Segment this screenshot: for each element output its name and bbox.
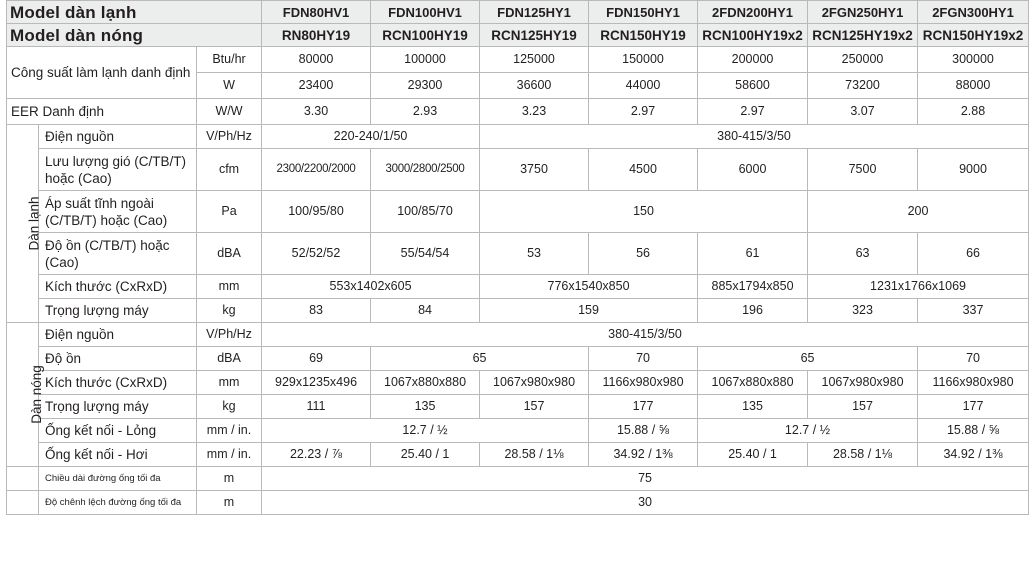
value-cell: 2.93	[371, 99, 480, 125]
outdoor-model: RN80HY19	[262, 24, 371, 47]
outdoor-weight-row	[7, 395, 1029, 419]
value-cell: 15.88 / ⅝	[918, 419, 1029, 443]
value-cell: 25.40 / 1	[698, 443, 808, 467]
row-label: Điện nguồn	[39, 125, 197, 149]
unit-cell: dBA	[197, 347, 262, 371]
value-cell: 83	[262, 299, 371, 323]
row-label: Chiều dài đường ống tối đa	[39, 467, 197, 491]
outdoor-model: RCN150HY19x2	[918, 24, 1029, 47]
value-cell: 69	[262, 347, 371, 371]
blank-cell	[7, 491, 39, 515]
indoor-weight-row	[7, 299, 1029, 323]
indoor-dimensions-row	[7, 275, 1029, 299]
value-cell: 300000	[918, 47, 1029, 73]
outdoor-noise-row	[7, 347, 1029, 371]
value-cell: 65	[371, 347, 589, 371]
value-cell: 100/95/80	[262, 191, 371, 233]
value-cell: 929x1235x496	[262, 371, 371, 395]
value-cell: 157	[480, 395, 589, 419]
value-cell: 100/85/70	[371, 191, 480, 233]
value-cell: 52/52/52	[262, 233, 371, 275]
indoor-model-row	[7, 1, 1029, 24]
indoor-static-pressure-row	[7, 191, 1029, 233]
outdoor-model-row	[7, 24, 1029, 47]
value-cell: 84	[371, 299, 480, 323]
indoor-model: 2FGN250HY1	[808, 1, 918, 24]
outdoor-model: RCN125HY19x2	[808, 24, 918, 47]
value-cell: 200000	[698, 47, 808, 73]
indoor-model: 2FDN200HY1	[698, 1, 808, 24]
unit-cell: Pa	[197, 191, 262, 233]
outdoor-model: RCN100HY19x2	[698, 24, 808, 47]
value-cell: 7500	[808, 149, 918, 191]
value-cell: 25.40 / 1	[371, 443, 480, 467]
value-cell: 1067x980x980	[808, 371, 918, 395]
row-label: Lưu lượng gió (C/TB/T) hoặc (Cao)	[39, 149, 197, 191]
outdoor-model: RCN125HY19	[480, 24, 589, 47]
row-label: Độ ồn (C/TB/T) hoặc (Cao)	[39, 233, 197, 275]
outdoor-group-text: Dàn nóng	[28, 365, 44, 424]
value-cell: 111	[262, 395, 371, 419]
value-cell: 34.92 / 1⅜	[589, 443, 698, 467]
row-label: Kích thước (CxRxD)	[39, 371, 197, 395]
value-cell: 337	[918, 299, 1029, 323]
unit-cell: m	[197, 491, 262, 515]
indoor-model-label: Model dàn lạnh	[7, 1, 262, 24]
value-cell: 9000	[918, 149, 1029, 191]
value-cell: 2.88	[918, 99, 1029, 125]
value-cell: 3.07	[808, 99, 918, 125]
value-cell: 150	[480, 191, 808, 233]
unit-cell: cfm	[197, 149, 262, 191]
blank-cell	[7, 467, 39, 491]
value-cell: 3.23	[480, 99, 589, 125]
capacity-btu-row	[7, 47, 1029, 73]
value-cell: 177	[918, 395, 1029, 419]
value-cell: 80000	[262, 47, 371, 73]
outdoor-group-label	[7, 323, 44, 467]
value-cell: 135	[371, 395, 480, 419]
value-cell: 70	[589, 347, 698, 371]
indoor-model: FDN150HY1	[589, 1, 698, 24]
row-label: Trọng lượng máy	[39, 299, 197, 323]
value-cell: 56	[589, 233, 698, 275]
value-cell: 250000	[808, 47, 918, 73]
value-cell: 1067x880x880	[371, 371, 480, 395]
outdoor-gas-pipe-row	[7, 443, 1029, 467]
value-cell: 196	[698, 299, 808, 323]
value-cell: 75	[262, 467, 1029, 491]
row-label: Ống kết nối - Hơi	[39, 443, 197, 467]
value-cell: 12.7 / ½	[698, 419, 918, 443]
value-cell: 159	[480, 299, 698, 323]
value-cell: 177	[589, 395, 698, 419]
value-cell: 553x1402x605	[262, 275, 480, 299]
unit-cell: mm	[197, 275, 262, 299]
value-cell: 22.23 / ⅞	[262, 443, 371, 467]
row-label: Độ ồn	[39, 347, 197, 371]
unit-cell: mm	[197, 371, 262, 395]
value-cell: 61	[698, 233, 808, 275]
value-cell: 63	[808, 233, 918, 275]
value-cell: 88000	[918, 73, 1029, 99]
row-label: Độ chênh lệch đường ống tối đa	[39, 491, 197, 515]
value-cell: 157	[808, 395, 918, 419]
value-cell: 885x1794x850	[698, 275, 808, 299]
value-cell: 200	[808, 191, 1029, 233]
indoor-model: FDN80HV1	[262, 1, 371, 24]
row-label: Điện nguồn	[39, 323, 197, 347]
value-cell: 30	[262, 491, 1029, 515]
value-cell: 1166x980x980	[589, 371, 698, 395]
unit-cell: mm / in.	[197, 419, 262, 443]
value-cell: 3000/2800/2500	[371, 149, 480, 191]
unit-cell: mm / in.	[197, 443, 262, 467]
value-cell: 29300	[371, 73, 480, 99]
row-label: Kích thước (CxRxD)	[39, 275, 197, 299]
max-length-row	[7, 467, 1029, 491]
value-cell: 53	[480, 233, 589, 275]
value-cell: 58600	[698, 73, 808, 99]
indoor-noise-row	[7, 233, 1029, 275]
outdoor-power-row	[7, 323, 1029, 347]
outdoor-model: RCN100HY19	[371, 24, 480, 47]
outdoor-model-label: Model dàn nóng	[7, 24, 262, 47]
indoor-model: FDN125HY1	[480, 1, 589, 24]
value-cell: 380-415/3/50	[480, 125, 1029, 149]
unit-cell: m	[197, 467, 262, 491]
value-cell: 66	[918, 233, 1029, 275]
row-label: Áp suất tĩnh ngoài (C/TB/T) hoặc (Cao)	[39, 191, 197, 233]
value-cell: 380-415/3/50	[262, 323, 1029, 347]
indoor-group-text: Dàn lạnh	[26, 196, 42, 251]
indoor-group-label	[7, 125, 42, 323]
value-cell: 28.58 / 1⅛	[480, 443, 589, 467]
value-cell: 2.97	[698, 99, 808, 125]
eer-row	[7, 99, 1029, 125]
value-cell: 1067x880x880	[698, 371, 808, 395]
value-cell: 100000	[371, 47, 480, 73]
value-cell: 1166x980x980	[918, 371, 1029, 395]
value-cell: 4500	[589, 149, 698, 191]
value-cell: 135	[698, 395, 808, 419]
value-cell: 15.88 / ⅝	[589, 419, 698, 443]
unit-cell: V/Ph/Hz	[197, 323, 262, 347]
value-cell: 44000	[589, 73, 698, 99]
value-cell: 220-240/1/50	[262, 125, 480, 149]
max-height-row	[7, 491, 1029, 515]
value-cell: 3.30	[262, 99, 371, 125]
value-cell: 73200	[808, 73, 918, 99]
unit-cell: kg	[197, 299, 262, 323]
unit-cell: W	[197, 73, 262, 99]
outdoor-model: RCN150HY19	[589, 24, 698, 47]
value-cell: 6000	[698, 149, 808, 191]
value-cell: 150000	[589, 47, 698, 73]
spec-table	[6, 0, 1029, 515]
value-cell: 23400	[262, 73, 371, 99]
value-cell: 3750	[480, 149, 589, 191]
value-cell: 36600	[480, 73, 589, 99]
value-cell: 2.97	[589, 99, 698, 125]
value-cell: 1231x1766x1069	[808, 275, 1029, 299]
value-cell: 65	[698, 347, 918, 371]
indoor-airflow-row	[7, 149, 1029, 191]
capacity-label: Công suất làm lạnh danh định	[7, 47, 197, 99]
indoor-model: FDN100HV1	[371, 1, 480, 24]
eer-label: EER Danh định	[7, 99, 197, 125]
unit-cell: Btu/hr	[197, 47, 262, 73]
value-cell: 1067x980x980	[480, 371, 589, 395]
value-cell: 776x1540x850	[480, 275, 698, 299]
value-cell: 323	[808, 299, 918, 323]
row-label: Trọng lượng máy	[39, 395, 197, 419]
value-cell: 12.7 / ½	[262, 419, 589, 443]
outdoor-liquid-pipe-row	[7, 419, 1029, 443]
unit-cell: dBA	[197, 233, 262, 275]
value-cell: 70	[918, 347, 1029, 371]
outdoor-dimensions-row	[7, 371, 1029, 395]
unit-cell: kg	[197, 395, 262, 419]
row-label: Ống kết nối - Lỏng	[39, 419, 197, 443]
value-cell: 2300/2200/2000	[262, 149, 371, 191]
unit-cell: W/W	[197, 99, 262, 125]
indoor-model: 2FGN300HY1	[918, 1, 1029, 24]
value-cell: 55/54/54	[371, 233, 480, 275]
indoor-power-row	[7, 125, 1029, 149]
value-cell: 34.92 / 1⅜	[918, 443, 1029, 467]
value-cell: 28.58 / 1⅛	[808, 443, 918, 467]
value-cell: 125000	[480, 47, 589, 73]
unit-cell: V/Ph/Hz	[197, 125, 262, 149]
